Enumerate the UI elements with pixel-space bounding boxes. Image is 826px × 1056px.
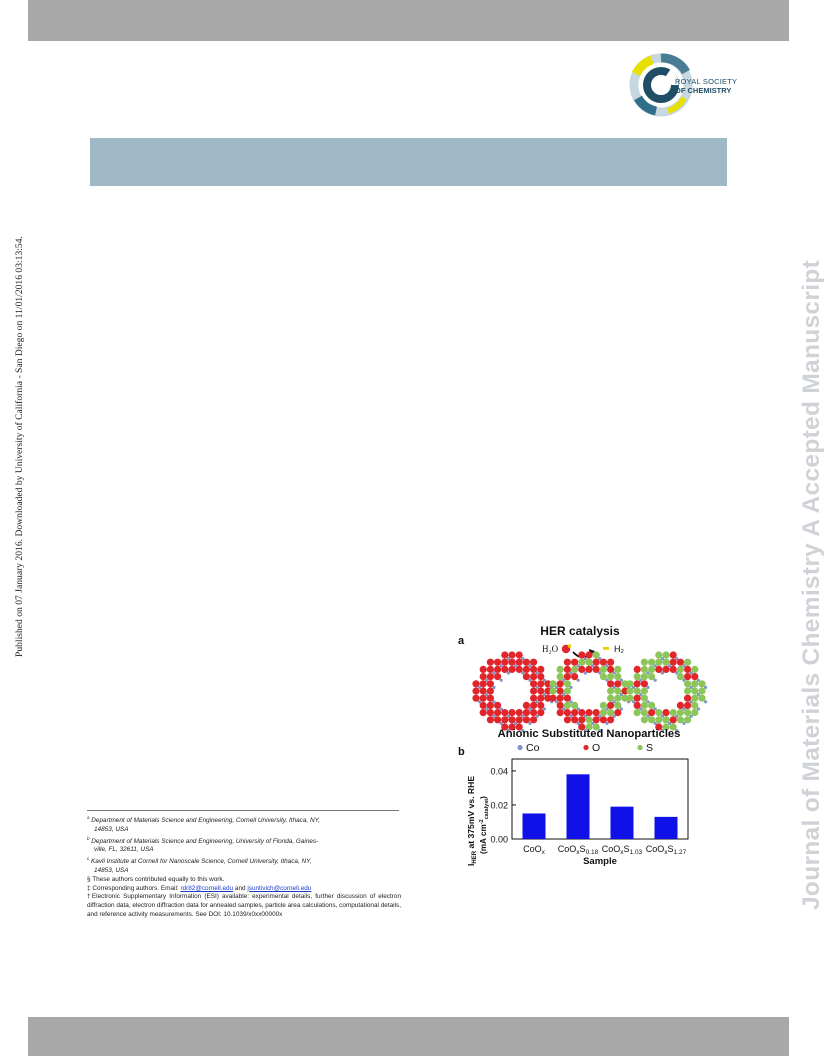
atom-anion bbox=[684, 716, 691, 723]
atom-anion bbox=[691, 680, 698, 687]
atom-anion bbox=[684, 687, 691, 694]
atom-anion bbox=[691, 666, 698, 673]
atom-anion bbox=[578, 659, 585, 666]
atom-anion bbox=[607, 687, 614, 694]
atom-anion bbox=[600, 666, 607, 673]
footnotes bbox=[87, 810, 401, 920]
atom-anion bbox=[530, 716, 537, 723]
legend bbox=[517, 742, 653, 754]
atom-co bbox=[654, 679, 657, 682]
atom-anion bbox=[684, 673, 691, 680]
x-tick-label-2: $CoO_xS_{0.18}$ bbox=[557, 844, 599, 856]
atom-anion bbox=[585, 709, 592, 716]
atom-anion bbox=[634, 695, 641, 702]
atom-anion bbox=[691, 695, 698, 702]
atom-anion bbox=[607, 659, 614, 666]
atom-anion bbox=[593, 716, 600, 723]
atom-anion bbox=[487, 673, 494, 680]
atom-anion bbox=[614, 709, 621, 716]
atom-anion bbox=[593, 659, 600, 666]
bar-chart bbox=[466, 759, 688, 867]
atom-anion bbox=[537, 666, 544, 673]
atom-anion bbox=[571, 709, 578, 716]
nanoparticles-group bbox=[472, 651, 707, 732]
legend-dot-s bbox=[637, 745, 642, 750]
atom-anion bbox=[480, 695, 487, 702]
atom-anion bbox=[607, 673, 614, 680]
email-link-1[interactable]: rdr82@cornell.edu bbox=[180, 884, 234, 892]
x-tick-label-3: $CoO_xS_{1.03}$ bbox=[601, 844, 643, 856]
panel-a-title: HER catalysis bbox=[540, 624, 620, 638]
atom-anion bbox=[564, 659, 571, 666]
atom-anion bbox=[557, 666, 564, 673]
nanoparticle-3 bbox=[626, 651, 707, 732]
legend-label-s: S bbox=[646, 742, 654, 754]
x-tick-label-4: $CoO_xS_{1.27}$ bbox=[645, 844, 687, 856]
atom-anion bbox=[691, 709, 698, 716]
y-tick-label: 0.00 bbox=[490, 834, 508, 845]
logo-line2: OF CHEMISTRY bbox=[675, 86, 732, 95]
atom-anion bbox=[684, 702, 691, 709]
h2-molecule-icon bbox=[603, 647, 609, 650]
atom-anion bbox=[578, 716, 585, 723]
footnote-equal: § These authors contributed equally to this work. bbox=[87, 875, 225, 883]
atom-anion bbox=[655, 716, 662, 723]
footnote-a: $^a$ Department of Materials Science and Engineering, Cornell University, Ithaca, NY, bbox=[87, 815, 321, 824]
footnote-c: $^c$ Kavli Institute at Cornell for Nanoscale Science, Cornell University, Ithaca, NY, bbox=[87, 856, 312, 866]
y-tick-label: 0.02 bbox=[490, 800, 508, 811]
x-tick-label-1: CoO$_x$ bbox=[523, 844, 545, 856]
atom-anion bbox=[662, 666, 669, 673]
atom-anion bbox=[614, 695, 621, 702]
atom-anion bbox=[634, 709, 641, 716]
legend-label-o: O bbox=[592, 742, 601, 754]
atom-anion bbox=[508, 651, 515, 658]
atom-anion bbox=[670, 716, 677, 723]
footnote-b-cont: ville, FL, 32611, USA bbox=[94, 846, 154, 854]
figure-svg bbox=[452, 618, 740, 940]
atom-anion bbox=[557, 695, 564, 702]
legend-dot-o bbox=[583, 745, 588, 750]
toc-figure bbox=[452, 618, 740, 940]
atom-anion bbox=[557, 680, 564, 687]
atom-anion bbox=[607, 716, 614, 723]
atom-anion bbox=[480, 709, 487, 716]
atom-anion bbox=[648, 666, 655, 673]
atom-anion bbox=[480, 680, 487, 687]
atom-anion bbox=[634, 666, 641, 673]
atom-anion bbox=[648, 709, 655, 716]
atom-anion bbox=[516, 716, 523, 723]
atom-anion bbox=[494, 709, 501, 716]
atom-anion bbox=[634, 680, 641, 687]
atom-anion bbox=[523, 666, 530, 673]
bar-3 bbox=[611, 807, 634, 839]
footnote-a-cont: 14853, USA bbox=[94, 825, 129, 833]
atom-anion bbox=[501, 659, 508, 666]
atom-anion bbox=[662, 709, 669, 716]
legend-label-co: Co bbox=[526, 742, 540, 754]
header-gray-band bbox=[28, 0, 789, 41]
nanoparticle-1 bbox=[472, 651, 553, 732]
atom-anion bbox=[530, 659, 537, 666]
atom-anion bbox=[537, 695, 544, 702]
atom-anion bbox=[564, 702, 571, 709]
atom-anion bbox=[662, 651, 669, 658]
product-label: H₂ bbox=[614, 644, 624, 654]
bar-1 bbox=[523, 813, 546, 839]
svg-text:(mA cm-2catalyst): (mA $cm^{-2}_{catalyst}$) bbox=[479, 796, 490, 854]
atom-co bbox=[704, 700, 707, 703]
atom-co bbox=[500, 679, 503, 682]
footnote-esi: †Electronic Supplementary Information (ESI) available: experimental details, further discussion of electron diffraction data, electron diffraction data for annealed samples, particle area calculations, computational details, and reference activity measurements. See DOI: 10.1039/x0xx00000x bbox=[87, 893, 401, 918]
x-axis-label: Sample bbox=[583, 856, 617, 867]
footnote-b: $^b$ Department of Materials Science and Engineering, University of Florida, Gaines- bbox=[87, 835, 319, 845]
y-tick-label: 0.04 bbox=[490, 766, 508, 777]
atom-anion bbox=[614, 680, 621, 687]
atom-anion bbox=[626, 687, 633, 694]
title-band bbox=[90, 138, 727, 186]
reactant-label: H₂O bbox=[542, 644, 559, 654]
bar-4 bbox=[655, 817, 678, 839]
atom-anion bbox=[508, 709, 515, 716]
atom-anion bbox=[571, 666, 578, 673]
journal-watermark: Journal of Materials Chemistry A Accepted Manuscript bbox=[798, 259, 825, 910]
panel-a-subtitle: Anionic Substituted Nanoparticles bbox=[497, 728, 681, 740]
atom-anion bbox=[487, 687, 494, 694]
footnote-rule bbox=[87, 810, 399, 811]
atom-anion bbox=[641, 687, 648, 694]
atom-anion bbox=[530, 673, 537, 680]
atom-anion bbox=[641, 702, 648, 709]
atom-anion bbox=[684, 659, 691, 666]
atom-anion bbox=[523, 709, 530, 716]
nanoparticle-2 bbox=[549, 651, 630, 732]
atom-anion bbox=[641, 659, 648, 666]
atom-anion bbox=[508, 666, 515, 673]
atom-anion bbox=[607, 702, 614, 709]
atom-anion bbox=[670, 659, 677, 666]
atom-anion bbox=[585, 666, 592, 673]
footer-gray-band bbox=[28, 1017, 789, 1056]
atom-anion bbox=[549, 687, 556, 694]
panel-a-label: a bbox=[458, 635, 465, 647]
atom-anion bbox=[516, 659, 523, 666]
atom-anion bbox=[472, 687, 479, 694]
footnote-c-cont: 14853, USA bbox=[94, 866, 129, 874]
atom-anion bbox=[677, 709, 684, 716]
atom-anion bbox=[557, 709, 564, 716]
footnote-corresponding: ‡ Corresponding authors. Email: rdr82@cornell.edu and jsuntivich@cornell.edu bbox=[87, 884, 312, 892]
download-stamp: Published on 07 January 2016. Downloaded by University of California - San Diego on 11/01/2016 03:13:54. bbox=[14, 236, 25, 657]
y-axis-label bbox=[466, 776, 490, 866]
legend-dot-co bbox=[517, 745, 522, 750]
atom-anion bbox=[530, 687, 537, 694]
atom-co bbox=[577, 679, 580, 682]
atom-anion bbox=[494, 666, 501, 673]
atom-anion bbox=[655, 659, 662, 666]
email-link-2[interactable]: jsuntivich@cornell.edu bbox=[247, 884, 312, 892]
atom-anion bbox=[537, 709, 544, 716]
logo-line1: ROYAL SOCIETY bbox=[675, 77, 738, 86]
water-h-icon bbox=[568, 644, 572, 648]
atom-anion bbox=[487, 702, 494, 709]
bar-2 bbox=[567, 774, 590, 839]
atom-anion bbox=[530, 702, 537, 709]
atom-anion bbox=[641, 673, 648, 680]
atom-anion bbox=[698, 687, 705, 694]
atom-anion bbox=[487, 659, 494, 666]
atom-anion bbox=[480, 666, 487, 673]
atom-anion bbox=[614, 666, 621, 673]
panel-b-label: b bbox=[458, 746, 465, 758]
atom-anion bbox=[585, 651, 592, 658]
atom-anion bbox=[641, 716, 648, 723]
atom-anion bbox=[537, 680, 544, 687]
atom-anion bbox=[677, 666, 684, 673]
rsc-logo-text bbox=[675, 77, 737, 95]
atom-anion bbox=[564, 673, 571, 680]
svg-text:IHER at 375mV vs. RHE: $I_{HER}$ at 375mV vs. RHE bbox=[466, 775, 478, 866]
atom-anion bbox=[501, 716, 508, 723]
atom-anion bbox=[564, 716, 571, 723]
atom-anion bbox=[600, 709, 607, 716]
atom-anion bbox=[487, 716, 494, 723]
atom-anion bbox=[564, 687, 571, 694]
